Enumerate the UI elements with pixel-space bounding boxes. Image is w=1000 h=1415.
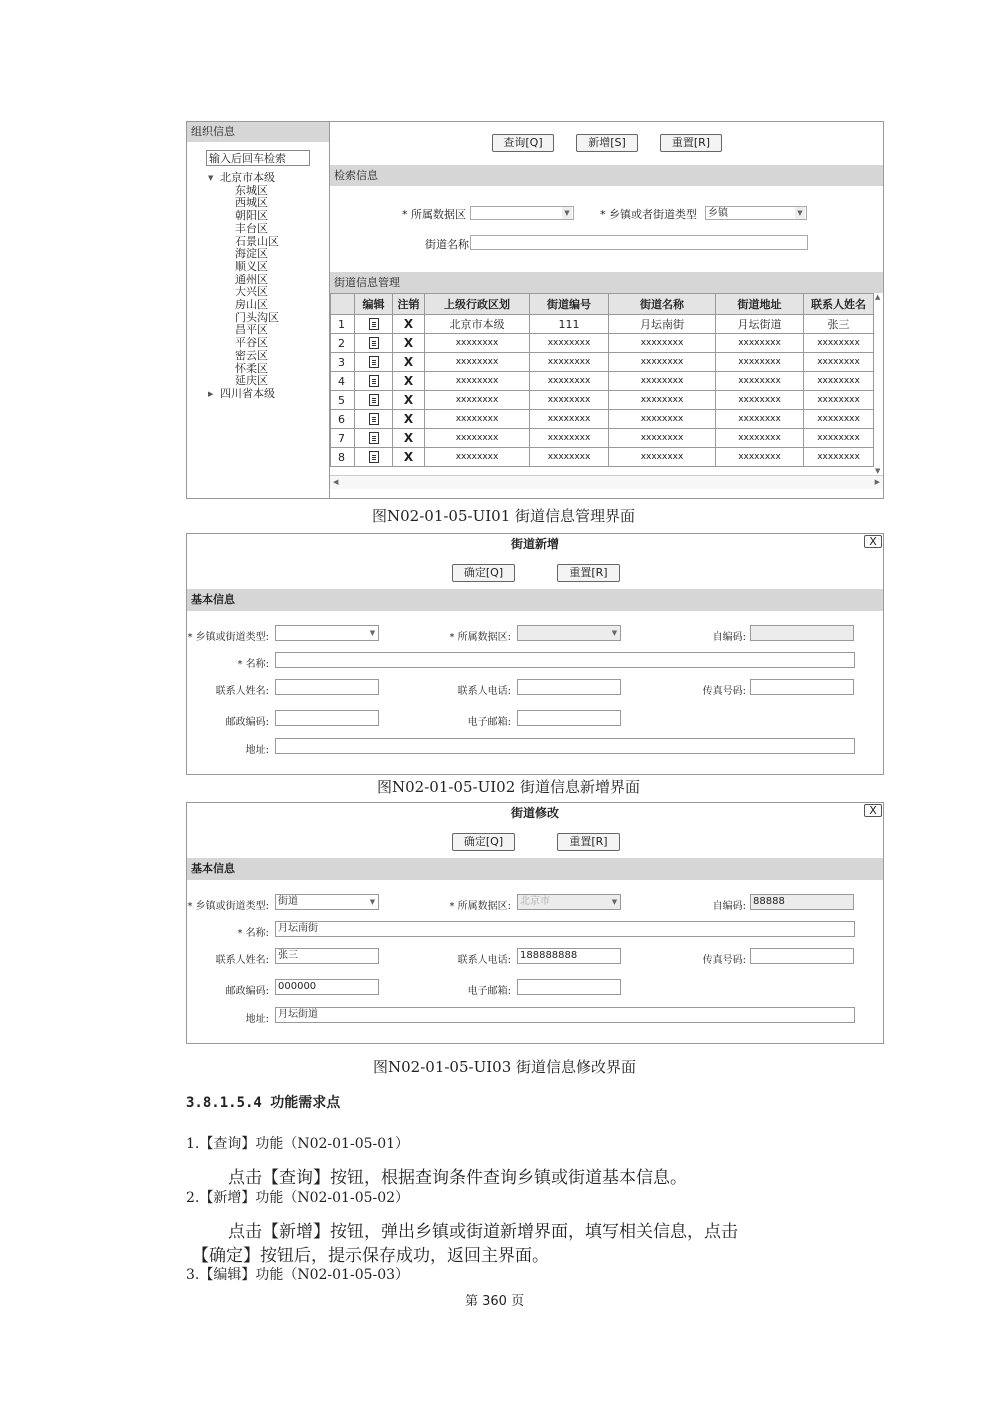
contact-label: 联系人姓名:: [215, 686, 269, 697]
edit-cell: [355, 353, 393, 372]
chevron-down-icon[interactable]: ▼: [611, 629, 618, 637]
row-index: 7: [331, 429, 355, 448]
delete-x-icon[interactable]: X: [403, 393, 414, 407]
tree-node-district[interactable]: 延庆区: [235, 374, 268, 388]
table-cell: xxxxxxxx: [425, 410, 530, 429]
chevron-down-icon[interactable]: ▼: [369, 898, 376, 906]
table-cell: xxxxxxxx: [804, 410, 874, 429]
tree-node-district[interactable]: 通州区: [235, 272, 268, 286]
field-value: 月坛南街: [278, 923, 318, 934]
street-grid: [330, 293, 874, 467]
add-button[interactable]: 新增[S]: [576, 134, 638, 152]
chevron-down-icon: ▼: [562, 207, 572, 219]
self-code-field[interactable]: [750, 894, 854, 910]
street-management-screenshot: [186, 121, 884, 499]
table-cell: xxxxxxxx: [609, 334, 716, 353]
table-cell: xxxxxxxx: [804, 429, 874, 448]
data-area-field[interactable]: [517, 894, 621, 910]
tree-node-district[interactable]: 昌平区: [235, 323, 268, 337]
tree-node-district[interactable]: 大兴区: [235, 285, 268, 299]
edit-cell: [355, 315, 393, 334]
item-1-title: 1.【查询】功能（N02-01-05-01）: [186, 1136, 410, 1152]
table-cell: xxxxxxxx: [530, 334, 609, 353]
tree-node-district[interactable]: 门头沟区: [235, 310, 279, 324]
data-area-field[interactable]: [517, 625, 621, 641]
tree-node-district[interactable]: 怀柔区: [235, 361, 268, 375]
tree-node-district[interactable]: 平谷区: [235, 336, 268, 350]
phone-field[interactable]: [517, 948, 621, 964]
email-field[interactable]: [517, 710, 621, 726]
address-label: 地址:: [245, 1014, 269, 1025]
contact-field[interactable]: [275, 948, 379, 964]
grid-column-header[interactable]: [331, 294, 355, 315]
scroll-left-icon[interactable]: ◀: [333, 478, 339, 486]
table-cell: xxxxxxxx: [804, 334, 874, 353]
edit-cell: [355, 372, 393, 391]
basic-info-header: 基本信息: [187, 589, 883, 611]
delete-x-icon[interactable]: X: [403, 412, 414, 426]
data-area-label: * 所属数据区: [402, 208, 466, 221]
row-index: 3: [331, 353, 355, 372]
street-type-select[interactable]: [705, 206, 807, 220]
dialog-title: 街道修改: [510, 806, 559, 820]
vertical-scrollbar[interactable]: [873, 293, 883, 475]
table-cell: 月坛南街: [609, 315, 716, 334]
table-cell: xxxxxxxx: [716, 353, 804, 372]
address-field[interactable]: [275, 1007, 855, 1023]
table-cell: xxxxxxxx: [530, 448, 609, 467]
email-field[interactable]: [517, 979, 621, 995]
horizontal-scrollbar[interactable]: [330, 475, 883, 489]
tree-node-district[interactable]: 石景山区: [235, 234, 279, 248]
tree-search-input[interactable]: 输入后回车检索: [206, 150, 310, 166]
table-cell: 张三: [804, 315, 874, 334]
page-number: 第 360 页: [465, 1294, 525, 1309]
table-cell: xxxxxxxx: [716, 334, 804, 353]
address-label: 地址:: [245, 745, 269, 756]
data-area-label: * 所属数据区:: [449, 901, 511, 912]
table-row: [331, 410, 874, 429]
email-label: 电子邮箱:: [467, 986, 511, 997]
delete-cell: [393, 334, 425, 353]
tree-node-district[interactable]: 东城区: [235, 183, 268, 197]
table-cell: xxxxxxxx: [804, 353, 874, 372]
figure-2-caption: 图N02-01-05-UI02 街道信息新增界面: [377, 778, 641, 796]
field-value: 月坛街道: [278, 1009, 318, 1020]
scroll-right-icon[interactable]: ▶: [874, 478, 880, 486]
table-cell: xxxxxxxx: [530, 429, 609, 448]
table-cell: 111: [530, 315, 609, 334]
edit-document-icon[interactable]: [369, 318, 379, 330]
org-tree-header: 组织信息: [187, 122, 329, 142]
table-row: [331, 429, 874, 448]
street-type-label: * 乡镇或者街道类型: [600, 208, 697, 221]
row-index: 2: [331, 334, 355, 353]
edit-document-icon[interactable]: [369, 337, 379, 349]
table-cell: xxxxxxxx: [716, 410, 804, 429]
field-value: 张三: [278, 950, 298, 961]
field-value: 188888888: [520, 950, 578, 961]
table-row: [331, 391, 874, 410]
reset-button[interactable]: 重置[R]: [557, 564, 620, 582]
zip-field[interactable]: [275, 710, 379, 726]
table-cell: xxxxxxxx: [425, 429, 530, 448]
edit-document-icon[interactable]: [369, 451, 379, 463]
name-label: * 名称:: [237, 928, 269, 939]
delete-cell: [393, 391, 425, 410]
field-value: 北京市: [520, 896, 550, 907]
type-label: * 乡镇或街道类型:: [187, 632, 269, 643]
delete-cell: [393, 372, 425, 391]
tree-node-label: 四川省本级: [220, 386, 275, 400]
basic-info-header: 基本信息: [187, 858, 883, 880]
fax-field[interactable]: [750, 679, 854, 695]
field-value: 街道: [278, 896, 298, 907]
delete-x-icon[interactable]: X: [403, 450, 414, 464]
grid-column-header[interactable]: 上级行政区划: [425, 294, 530, 315]
name-field[interactable]: [275, 921, 855, 937]
self-code-field[interactable]: [750, 625, 854, 641]
field-value: 88888: [753, 896, 785, 907]
edit-cell: [355, 429, 393, 448]
table-cell: xxxxxxxx: [530, 391, 609, 410]
confirm-button[interactable]: 确定[Q]: [452, 564, 515, 582]
delete-cell: [393, 410, 425, 429]
table-row: [331, 372, 874, 391]
tree-node-district[interactable]: 西城区: [235, 196, 268, 210]
type-field[interactable]: [275, 894, 379, 910]
delete-cell: [393, 448, 425, 467]
table-cell: xxxxxxxx: [425, 448, 530, 467]
edit-cell: [355, 410, 393, 429]
grid-column-header[interactable]: 街道地址: [716, 294, 804, 315]
row-index: 8: [331, 448, 355, 467]
zip-label: 邮政编码:: [225, 986, 269, 997]
add-street-dialog: [186, 533, 884, 775]
delete-cell: [393, 315, 425, 334]
tree-node-district[interactable]: 丰台区: [235, 221, 268, 235]
delete-cell: [393, 429, 425, 448]
tree-node-sichuan[interactable]: [208, 388, 279, 401]
table-cell: xxxxxxxx: [804, 391, 874, 410]
row-index: 4: [331, 372, 355, 391]
table-cell: xxxxxxxx: [530, 353, 609, 372]
edit-document-icon[interactable]: [369, 394, 379, 406]
org-tree-panel: [187, 122, 330, 498]
type-label: * 乡镇或街道类型:: [187, 901, 269, 912]
org-tree: [208, 172, 279, 401]
data-area-label: * 所属数据区:: [449, 632, 511, 643]
scroll-down-icon[interactable]: ▼: [875, 467, 881, 475]
close-icon[interactable]: X: [864, 804, 882, 817]
grid-section-header: 街道信息管理: [330, 272, 883, 293]
table-cell: xxxxxxxx: [609, 391, 716, 410]
scroll-up-icon[interactable]: ▲: [875, 293, 881, 301]
edit-document-icon[interactable]: [369, 375, 379, 387]
table-cell: xxxxxxxx: [425, 334, 530, 353]
zip-field[interactable]: [275, 979, 379, 995]
address-field[interactable]: [275, 738, 855, 754]
grid-column-header[interactable]: 街道编号: [530, 294, 609, 315]
zip-label: 邮政编码:: [225, 717, 269, 728]
table-cell: 北京市本级: [425, 315, 530, 334]
street-type-value: 乡镇: [708, 208, 728, 219]
grid-column-header[interactable]: 街道名称: [609, 294, 716, 315]
table-cell: xxxxxxxx: [425, 372, 530, 391]
row-index: 5: [331, 391, 355, 410]
table-cell: xxxxxxxx: [716, 372, 804, 391]
item-2-desc-line2: 【确定】按钮后，提示保存成功，返回主界面。: [192, 1246, 549, 1266]
item-3-title: 3.【编辑】功能（N02-01-05-03）: [186, 1267, 410, 1283]
table-cell: xxxxxxxx: [609, 429, 716, 448]
contact-label: 联系人姓名:: [215, 955, 269, 966]
delete-x-icon[interactable]: X: [403, 336, 414, 350]
table-cell: xxxxxxxx: [425, 391, 530, 410]
tree-node-district[interactable]: 朝阳区: [235, 209, 268, 223]
edit-document-icon[interactable]: [369, 413, 379, 425]
chevron-down-icon: ▼: [795, 207, 805, 219]
name-label: * 名称:: [237, 659, 269, 670]
contact-field[interactable]: [275, 679, 379, 695]
grid-column-header[interactable]: 编辑: [355, 294, 393, 315]
type-field[interactable]: [275, 625, 379, 641]
table-cell: xxxxxxxx: [609, 448, 716, 467]
name-field[interactable]: [275, 652, 855, 668]
collapsed-triangle-icon[interactable]: ▶: [208, 389, 214, 398]
table-row: [331, 448, 874, 467]
table-cell: xxxxxxxx: [716, 429, 804, 448]
edit-street-dialog: [186, 802, 884, 1044]
delete-cell: [393, 353, 425, 372]
tree-node-district[interactable]: 房山区: [235, 298, 268, 312]
figure-1-caption: 图N02-01-05-UI01 街道信息管理界面: [372, 507, 636, 525]
table-cell: xxxxxxxx: [609, 410, 716, 429]
reset-button[interactable]: 重置[R]: [660, 134, 722, 152]
table-cell: xxxxxxxx: [609, 372, 716, 391]
edit-cell: [355, 391, 393, 410]
phone-field[interactable]: [517, 679, 621, 695]
data-area-select[interactable]: [470, 206, 574, 220]
main-area: [330, 122, 883, 498]
close-icon[interactable]: X: [864, 535, 882, 548]
self-code-label: 自编码:: [712, 901, 746, 912]
table-cell: xxxxxxxx: [530, 410, 609, 429]
table-cell: xxxxxxxx: [804, 372, 874, 391]
search-section-header: 检索信息: [330, 165, 883, 186]
grid-column-header[interactable]: 注销: [393, 294, 425, 315]
field-value: 000000: [278, 981, 317, 992]
grid-column-header[interactable]: 联系人姓名: [804, 294, 874, 315]
fax-field[interactable]: [750, 948, 854, 964]
chevron-down-icon[interactable]: ▼: [369, 629, 376, 637]
table-cell: xxxxxxxx: [804, 448, 874, 467]
table-cell: xxxxxxxx: [716, 391, 804, 410]
table-cell: 月坛街道: [716, 315, 804, 334]
item-1-desc: 点击【查询】按钮，根据查询条件查询乡镇或街道基本信息。: [228, 1168, 687, 1188]
table-cell: xxxxxxxx: [609, 353, 716, 372]
tree-node-label: 北京市本级: [220, 171, 275, 184]
section-heading: 3.8.1.5.4 功能需求点: [186, 1095, 341, 1111]
edit-document-icon[interactable]: [369, 356, 379, 368]
delete-x-icon[interactable]: X: [403, 374, 414, 388]
self-code-label: 自编码:: [712, 632, 746, 643]
item-2-title: 2.【新增】功能（N02-01-05-02）: [186, 1190, 410, 1206]
dialog-title: 街道新增: [510, 537, 559, 551]
query-button[interactable]: 查询[Q]: [492, 134, 554, 152]
fax-label: 传真号码:: [702, 686, 746, 697]
tree-node-beijing[interactable]: [208, 172, 279, 185]
fax-label: 传真号码:: [702, 955, 746, 966]
email-label: 电子邮箱:: [467, 717, 511, 728]
edit-cell: [355, 448, 393, 467]
edit-cell: [355, 334, 393, 353]
edit-document-icon[interactable]: [369, 432, 379, 444]
phone-label: 联系人电话:: [457, 686, 511, 697]
row-index: 1: [331, 315, 355, 334]
table-cell: xxxxxxxx: [716, 448, 804, 467]
expanded-triangle-icon[interactable]: ▼: [208, 174, 214, 182]
reset-button[interactable]: 重置[R]: [557, 833, 620, 851]
chevron-down-icon[interactable]: ▼: [611, 898, 618, 906]
tree-node-district[interactable]: 海淀区: [235, 247, 268, 261]
tree-node-district[interactable]: 密云区: [235, 348, 268, 362]
row-index: 6: [331, 410, 355, 429]
delete-x-icon[interactable]: X: [403, 355, 414, 369]
tree-node-district[interactable]: 顺义区: [235, 259, 268, 273]
figure-3-caption: 图N02-01-05-UI03 街道信息修改界面: [373, 1058, 637, 1076]
phone-label: 联系人电话:: [457, 955, 511, 966]
table-row: [331, 315, 874, 334]
confirm-button[interactable]: 确定[Q]: [452, 833, 515, 851]
table-cell: xxxxxxxx: [425, 353, 530, 372]
delete-x-icon[interactable]: X: [403, 317, 414, 331]
delete-x-icon[interactable]: X: [403, 431, 414, 445]
table-row: [331, 353, 874, 372]
item-2-desc-line1: 点击【新增】按钮，弹出乡镇或街道新增界面，填写相关信息，点击: [228, 1222, 738, 1242]
table-cell: xxxxxxxx: [530, 372, 609, 391]
street-name-label: 街道名称: [425, 238, 469, 251]
table-row: [331, 334, 874, 353]
street-name-input[interactable]: [470, 235, 808, 250]
